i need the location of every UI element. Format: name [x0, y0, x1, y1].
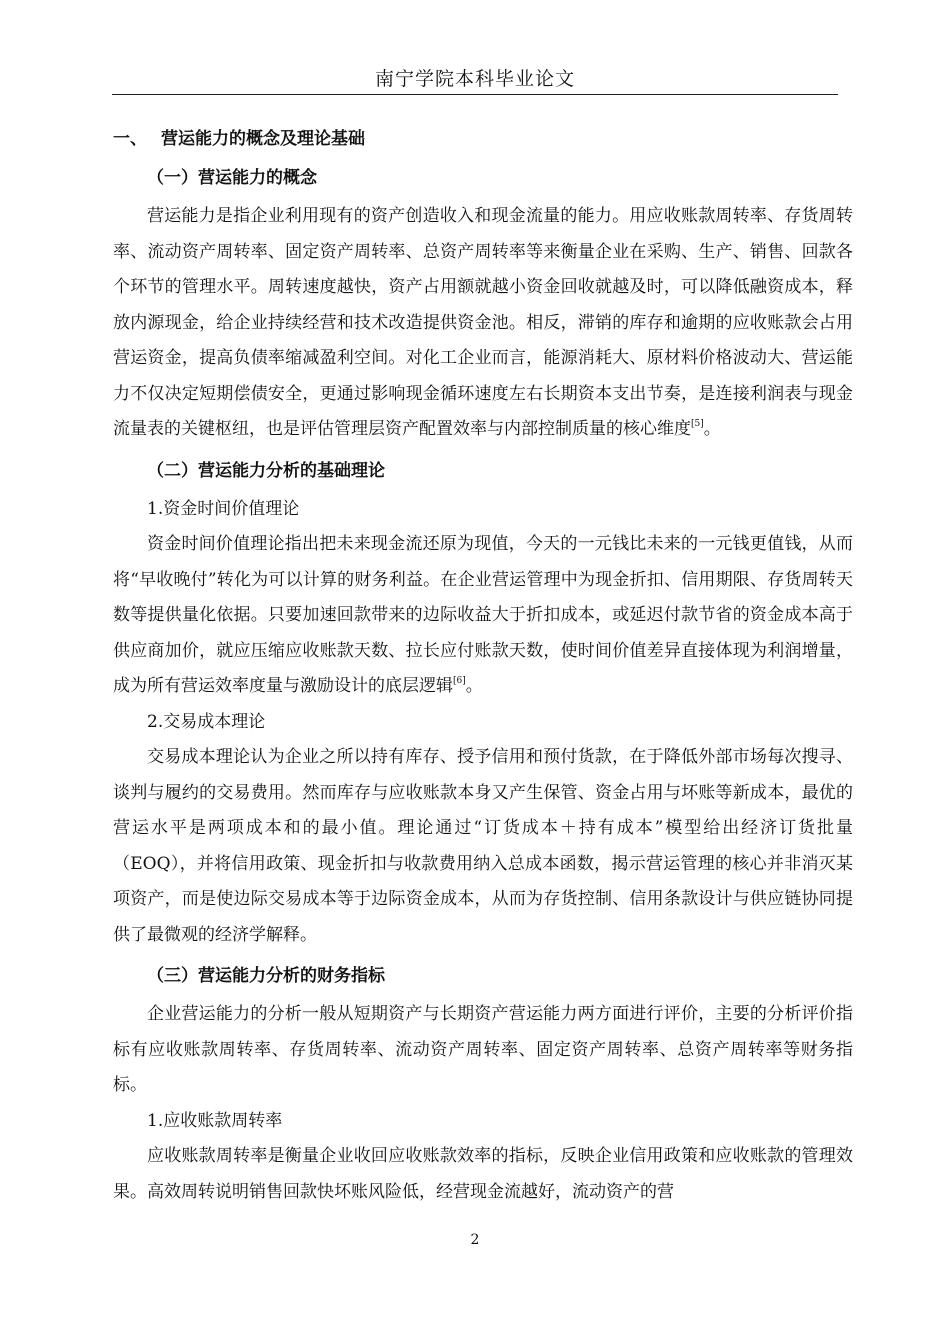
list-item-heading: 1.应收账款周转率	[147, 1110, 283, 1131]
header-rule	[112, 94, 838, 95]
section-title: 营运能力的概念及理论基础	[161, 129, 365, 149]
section-heading	[113, 122, 853, 157]
subsection-heading-2: （二）营运能力分析的基础理论	[147, 460, 385, 481]
list-item-heading: 1.资金时间价值理论	[147, 498, 300, 519]
list-item-heading: 2.交易成本理论	[147, 711, 266, 732]
paragraph-text: 资金时间价值理论指出把未来现金流还原为现值，今天的一元钱比未来的一元钱更值钱，从而将“早收晚付”转化为可以计算的财务利益。在企业营运管理中为现金折扣、信用期限、存货周转天数等提供量化依据。只要加速回款带来的边际收益大于折扣成本，或延迟付款节省的资金成本高于供应商加价，就应压缩应收账款天数、拉长应付账款天数，使时间价值差异直接体现为利润增量，成为所有营运效率度量与激励设计的底层逻辑	[113, 534, 853, 696]
paragraph	[113, 527, 853, 705]
paragraph: 企业营运能力的分析一般从短期资产与长期资产营运能力两方面进行评价，主要的分析评价指标有应收账款周转率、存货周转率、流动资产周转率、固定资产周转率、总资产周转率等财务指标。	[113, 1004, 853, 1095]
paragraph-end: 。	[703, 419, 721, 439]
running-header: 南宁学院本科毕业论文	[374, 68, 575, 90]
citation: [6]	[453, 676, 466, 686]
paragraph: 交易成本理论认为企业之所以持有库存、授予信用和预付货款，在于降低外部市场每次搜寻、谈判与履约的交易费用。然而库存与应收账款本身又产生保管、资金占用与坏账等新成本，最优的营运水平是两项成本和的最小值。理论通过“订货成本＋持有成本”模型给出经济订货批量（EOQ），并将信用政策、现金折扣与收款费用纳入总成本函数，揭示营运管理的核心并非消灭某项资产，而是使边际交易成本等于边际资金成本，从而为存货控制、信用条款设计与供应链协同提供了最微观的经济学解释。	[113, 747, 853, 945]
subsection-heading-3: （三）营运能力分析的财务指标	[147, 966, 385, 986]
citation: [5]	[691, 419, 704, 429]
section-number: 一、	[113, 129, 147, 149]
document-body	[113, 122, 853, 1210]
subsection-heading-1: （一）营运能力的概念	[147, 168, 317, 188]
page-number: 2	[470, 1232, 480, 1248]
paragraph: 应收账款周转率是衡量企业收回应收账款效率的指标，反映企业信用政策和应收账款的管理效果。高效周转说明销售回款快坏账风险低，经营现金流越好，流动资产的营	[113, 1146, 853, 1202]
paragraph	[113, 199, 853, 448]
paragraph-text: 营运能力是指企业利用现有的资产创造收入和现金流量的能力。用应收账款周转率、存货周转率、流动资产周转率、固定资产周转率、总资产周转率等来衡量企业在采购、生产、销售、回款各个环节的管理水平。周转速度越快，资产占用额就越小资金回收就越及时，可以降低融资成本，释放内源现金，给企业持续经营和技术改造提供资金池。相反，滞销的库存和逾期的应收账款会占用营运资金，提高负债率缩减盈利空间。对化工企业而言，能源消耗大、原材料价格波动大、营运能力不仅决定短期偿债安全，更通过影响现金循环速度左右长期资本支出节奏，是连接利润表与现金流量表的关键枢纽，也是评估管理层资产配置效率与内部控制质量的核心维度	[113, 206, 853, 439]
paragraph-end: 。	[465, 676, 483, 696]
